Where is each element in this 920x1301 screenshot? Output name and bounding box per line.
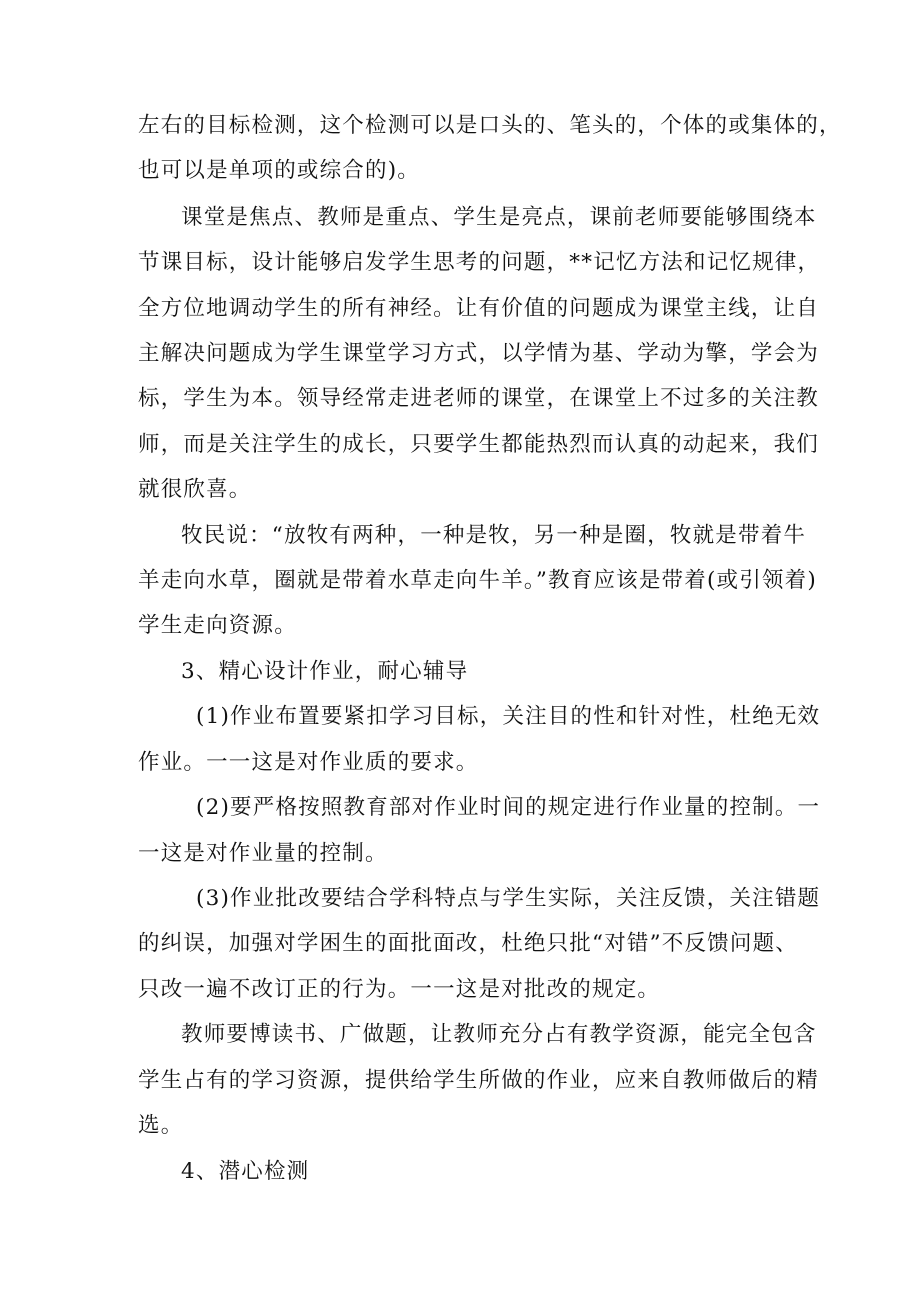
text-line: 就很欣喜。 bbox=[138, 477, 252, 502]
paragraph-start-line: 课堂是焦点、教师是重点、学生是亮点，课前老师要能够围绕本 bbox=[181, 205, 817, 230]
text-line: 作业。一一这是对作业质的要求。 bbox=[138, 750, 479, 775]
text-line: 羊走向水草，圈就是带着水草走向牛羊。”教育应该是带着(或引领着) bbox=[138, 568, 817, 593]
text-line: 全方位地调动学生的所有神经。让有价值的问题成为课堂主线，让自 bbox=[138, 296, 820, 321]
list-item-start-line: (1)作业布置要紧扣学习目标，关注目的性和针对性，杜绝无效 bbox=[196, 704, 821, 729]
text-line: 主解决问题成为学生课堂学习方式，以学情为基、学动为擎，学会为 bbox=[138, 341, 820, 366]
text-line: 学生走向资源。 bbox=[138, 613, 297, 638]
paragraph-start-line: 教师要博读书、广做题，让教师充分占有教学资源，能完全包含 bbox=[181, 1022, 817, 1047]
paragraph-start-line: 牧民说：“放牧有两种，一种是牧，另一种是圈，牧就是带着牛 bbox=[181, 523, 807, 548]
text-line: 学生占有的学习资源，提供给学生所做的作业，应来自教师做后的精 bbox=[138, 1068, 820, 1093]
text-line: 左右的目标检测，这个检测可以是口头的、笔头的，个体的或集体的， bbox=[138, 113, 842, 138]
text-line: 的纠误，加强对学困生的面批面改，杜绝只批“对错”不反馈问题、 bbox=[138, 931, 798, 956]
section-heading: 4、潜心检测 bbox=[181, 1159, 310, 1184]
text-line: 标，学生为本。领导经常走进老师的课堂，在课堂上不过多的关注教 bbox=[138, 386, 820, 411]
text-line: 也可以是单项的或综合的)。 bbox=[138, 158, 420, 183]
text-line: 选。 bbox=[138, 1113, 184, 1138]
text-line: 师，而是关注学生的成长，只要学生都能热烈而认真的动起来，我们 bbox=[138, 432, 820, 457]
text-line: 只改一遍不改订正的行为。一一这是对批改的规定。 bbox=[138, 977, 661, 1002]
text-line: 节课目标，设计能够启发学生思考的问题，**记忆方法和记忆规律， bbox=[138, 250, 821, 275]
list-item-start-line: (3)作业批改要结合学科特点与学生实际，关注反馈，关注错题 bbox=[196, 886, 821, 911]
text-line: 一这是对作业量的控制。 bbox=[138, 841, 388, 866]
section-heading: 3、精心设计作业，耐心辅导 bbox=[181, 659, 469, 684]
list-item-start-line: (2)要严格按照教育部对作业时间的规定进行作业量的控制。一 bbox=[196, 795, 821, 820]
